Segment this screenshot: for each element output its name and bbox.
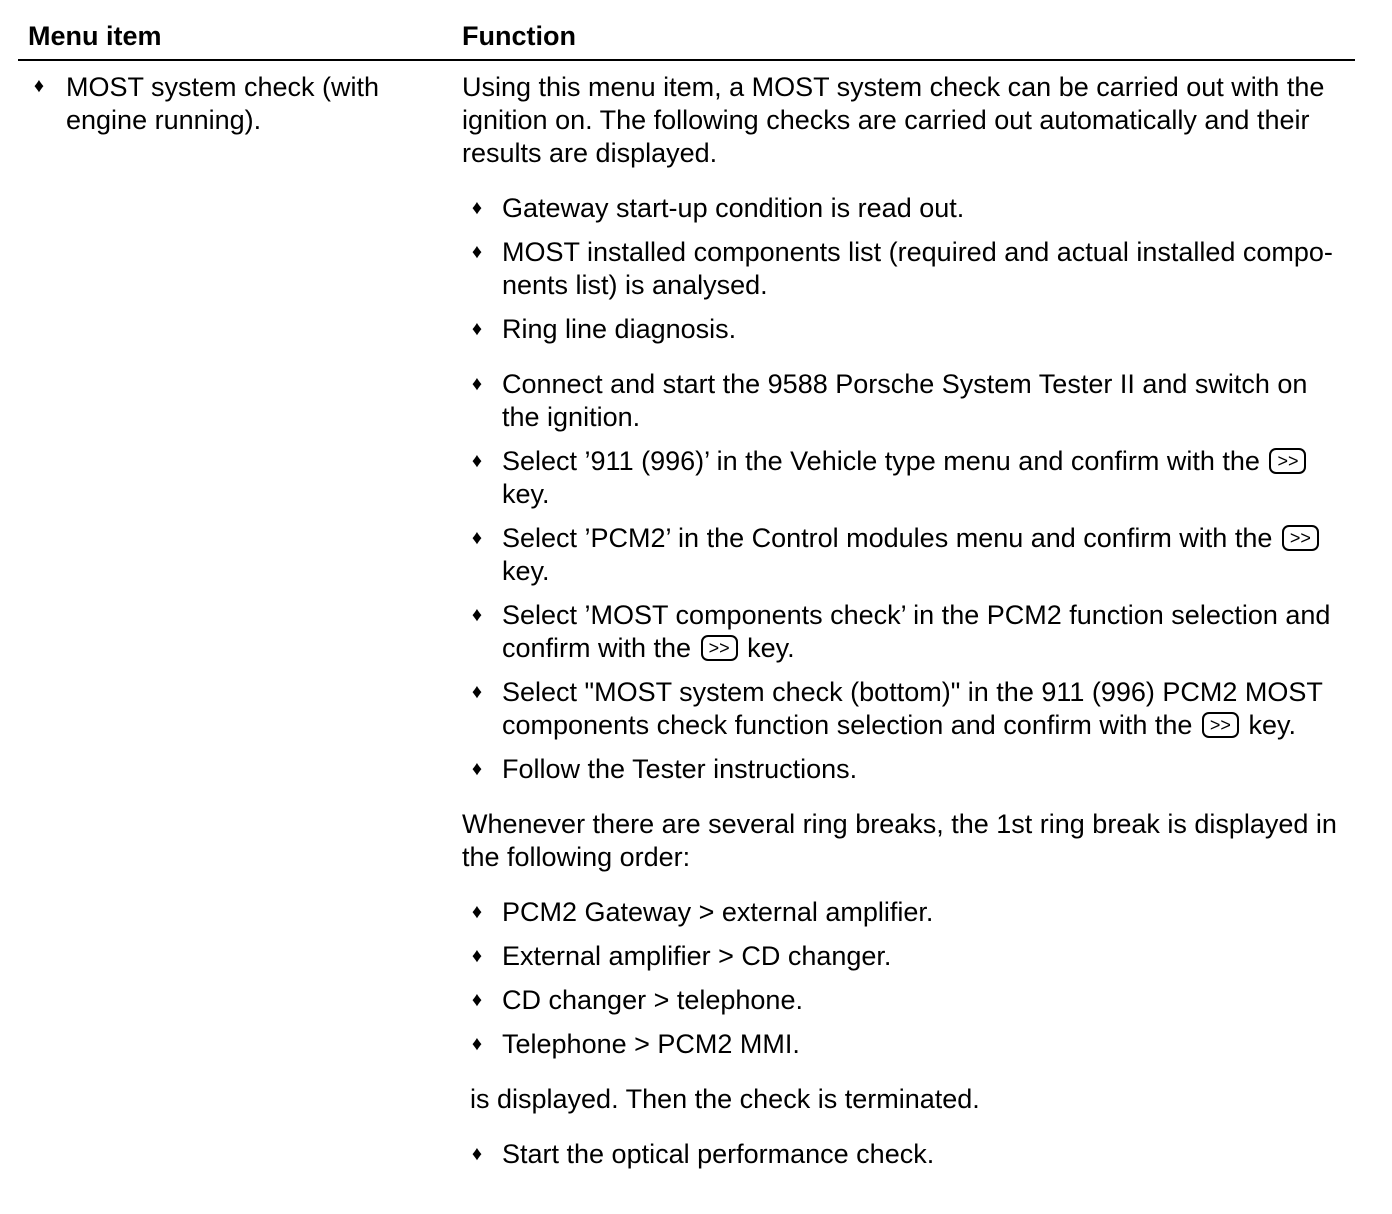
list-item: ♦ Select "MOST system check (bottom)" in the 911 (996) PCM2 MOST components check function selection and confirm with the >> key. <box>462 676 1347 742</box>
forward-key-icon: >> <box>1282 525 1319 551</box>
terminated-note: is displayed. Then the check is terminated. <box>470 1084 980 1114</box>
diamond-bullet-icon: ♦ <box>471 197 483 219</box>
header-menu-item: Menu item <box>28 21 162 51</box>
forward-key-icon: >> <box>1269 448 1306 474</box>
function-column <box>462 70 1347 1182</box>
diamond-bullet-icon: ♦ <box>471 241 483 263</box>
diamond-bullet-icon: ♦ <box>471 681 483 703</box>
menu-item-entry <box>28 70 448 137</box>
diamond-bullet-icon: ♦ <box>471 1033 483 1055</box>
forward-key-icon: >> <box>1202 712 1239 738</box>
diamond-bullet-icon: ♦ <box>471 450 483 472</box>
diamond-bullet-icon: ♦ <box>471 318 483 340</box>
list-item: ♦ Select ’MOST components check’ in the PCM2 function selection and confirm with the >> key. <box>462 599 1347 665</box>
list-item: ♦ Follow the Tester instructions. <box>462 753 1347 786</box>
diamond-bullet-icon: ♦ <box>471 604 483 626</box>
list-item: ♦ PCM2 Gateway > external amplifier. <box>462 896 1347 929</box>
list-item: ♦ Telephone > PCM2 MMI. <box>462 1028 1347 1061</box>
list-item: ♦ Select ’PCM2’ in the Control modules menu and confirm with the >> key. <box>462 522 1347 588</box>
steps-list <box>462 368 1347 786</box>
list-item: ♦ External amplifier > CD changer. <box>462 940 1347 973</box>
list-item: ♦ MOST installed components list (required and actual installed compo-nents list) is analysed. <box>462 236 1347 302</box>
diamond-bullet-icon: ♦ <box>471 989 483 1011</box>
list-item: ♦ Connect and start the 9588 Porsche System Tester II and switch on the ignition. <box>462 368 1347 434</box>
final-steps-list <box>462 1138 1347 1171</box>
checks-list <box>462 192 1347 346</box>
list-item: ♦ Gateway start-up condition is read out. <box>462 192 1347 225</box>
diamond-bullet-icon: ♦ <box>471 901 483 923</box>
diamond-bullet-icon: ♦ <box>471 527 483 549</box>
menu-item-column <box>28 70 448 137</box>
menu-item-label: MOST system check (with engine running). <box>66 72 380 135</box>
diamond-bullet-icon: ♦ <box>471 945 483 967</box>
list-item: ♦ Select ’911 (996)’ in the Vehicle type menu and confirm with the >> key. <box>462 445 1347 511</box>
diamond-bullet-icon: ♦ <box>471 1143 483 1165</box>
header-function: Function <box>462 21 576 51</box>
list-item: ♦ CD changer > telephone. <box>462 984 1347 1017</box>
diamond-bullet-icon: ♦ <box>471 758 483 780</box>
ring-breaks-list <box>462 896 1347 1061</box>
list-item: ♦ Ring line diagnosis. <box>462 313 1347 346</box>
order-intro: Whenever there are several ring breaks, the 1st ring break is displayed in the following order: <box>462 809 1337 872</box>
list-item: ♦ Start the optical performance check. <box>462 1138 1347 1171</box>
diamond-bullet-icon: ♦ <box>33 75 45 97</box>
header-rule <box>18 59 1355 61</box>
diamond-bullet-icon: ♦ <box>471 373 483 395</box>
function-intro: Using this menu item, a MOST system check can be carried out with the ignition on. The following checks are carried out automatically and their results are displayed. <box>462 72 1325 168</box>
forward-key-icon: >> <box>701 635 738 661</box>
